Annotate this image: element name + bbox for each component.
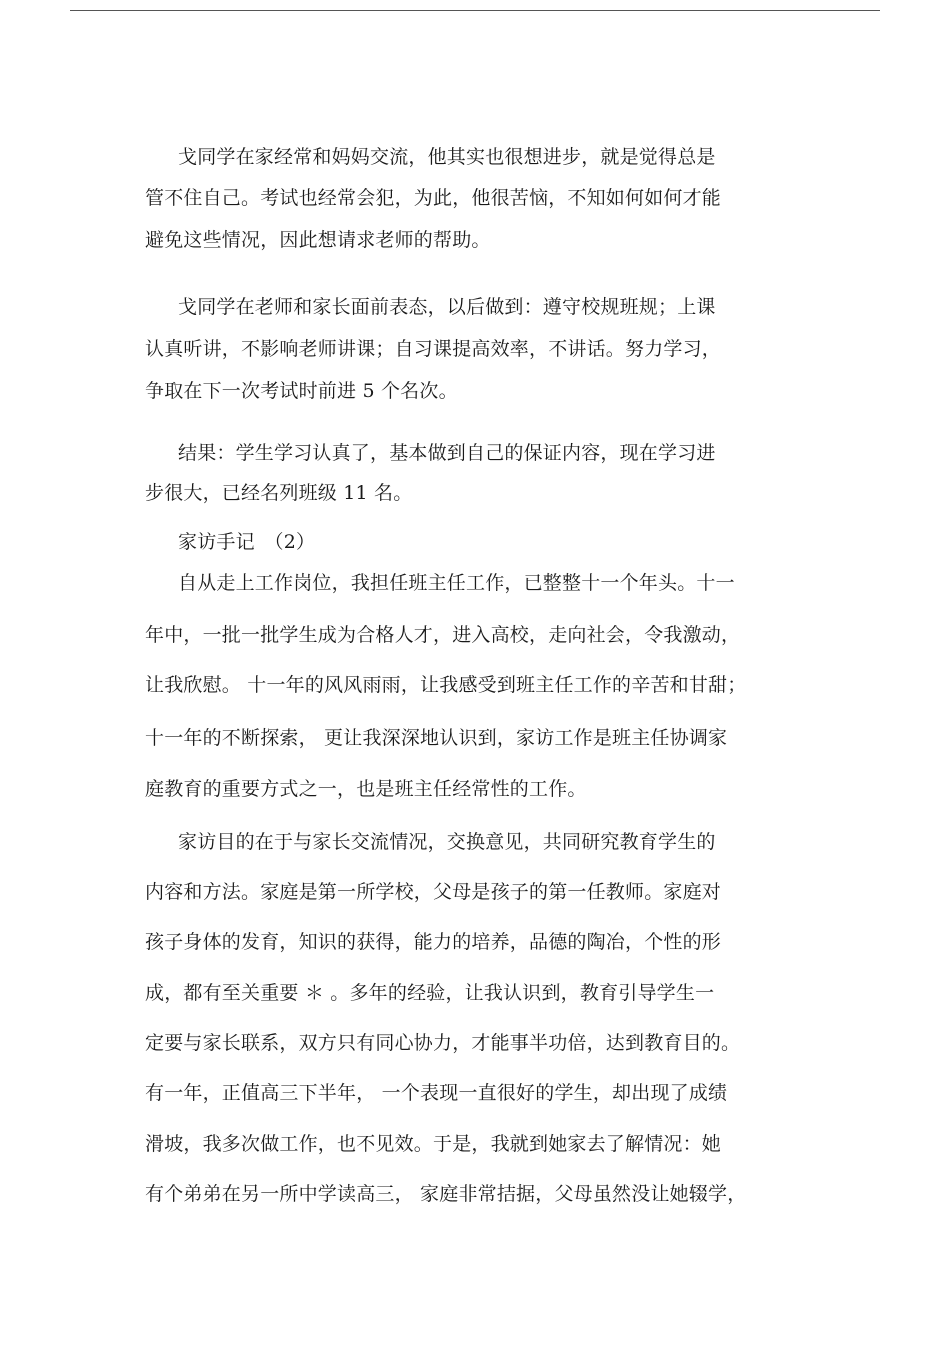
text-line: 年中，一批一批学生成为合格人才，进入高校，走向社会，令我激动， (145, 624, 741, 646)
text-line: 结果：学生学习认真了，基本做到自己的保证内容，现在学习进 (178, 442, 716, 464)
text-line: 有一年，正值高三下半年， 一个表现一直很好的学生，却出现了成绩 (145, 1082, 728, 1104)
text-line: 戈同学在家经常和妈妈交流，他其实也很想进步，就是觉得总是 (178, 146, 716, 168)
text-line: 定要与家长联系，双方只有同心协力，才能事半功倍，达到教育目的。 (145, 1032, 741, 1054)
text-line: 认真听讲，不影响老师讲课；自习课提高效率，不讲话。努力学习， (145, 338, 722, 360)
text-line: 戈同学在老师和家长面前表态，以后做到：遵守校规班规；上课 (178, 296, 716, 318)
text-line: 成，都有至关重要 ＊ 。多年的经验，让我认识到，教育引导学生一 (145, 982, 715, 1004)
text-line: 家访目的在于与家长交流情况，交换意见，共同研究教育学生的 (178, 831, 716, 853)
text-line: 争取在下一次考试时前进 5 个名次。 (145, 380, 458, 402)
text-line: 自从走上工作岗位，我担任班主任工作，已整整十一个年头。十一 (178, 572, 735, 594)
header-rule (70, 10, 880, 11)
text-line: 让我欣慰。 十一年的风风雨雨，让我感受到班主任工作的辛苦和甘甜； (145, 674, 747, 696)
text-line: 十一年的不断探索， 更让我深深地认识到，家访工作是班主任协调家 (145, 727, 728, 749)
text-line: 孩子身体的发育，知识的获得，能力的培养，品德的陶冶，个性的形 (145, 931, 722, 953)
text-line: 避免这些情况，因此想请求老师的帮助。 (145, 229, 491, 251)
text-line: 管不住自己。考试也经常会犯，为此，他很苦恼，不知如何如何才能 (145, 187, 722, 209)
text-line: 有个弟弟在另一所中学读高三， 家庭非常拮据，父母虽然没让她辍学， (145, 1183, 747, 1205)
text-line: 庭教育的重要方式之一，也是班主任经常性的工作。 (145, 778, 587, 800)
text-line: 步很大，已经名列班级 11 名。 (145, 482, 413, 504)
text-line: 滑坡，我多次做工作，也不见效。于是，我就到她家去了解情况：她 (145, 1133, 722, 1155)
text-line: 内容和方法。家庭是第一所学校，父母是孩子的第一任教师。家庭对 (145, 881, 722, 903)
section-heading: 家访手记 （2） (178, 531, 316, 553)
